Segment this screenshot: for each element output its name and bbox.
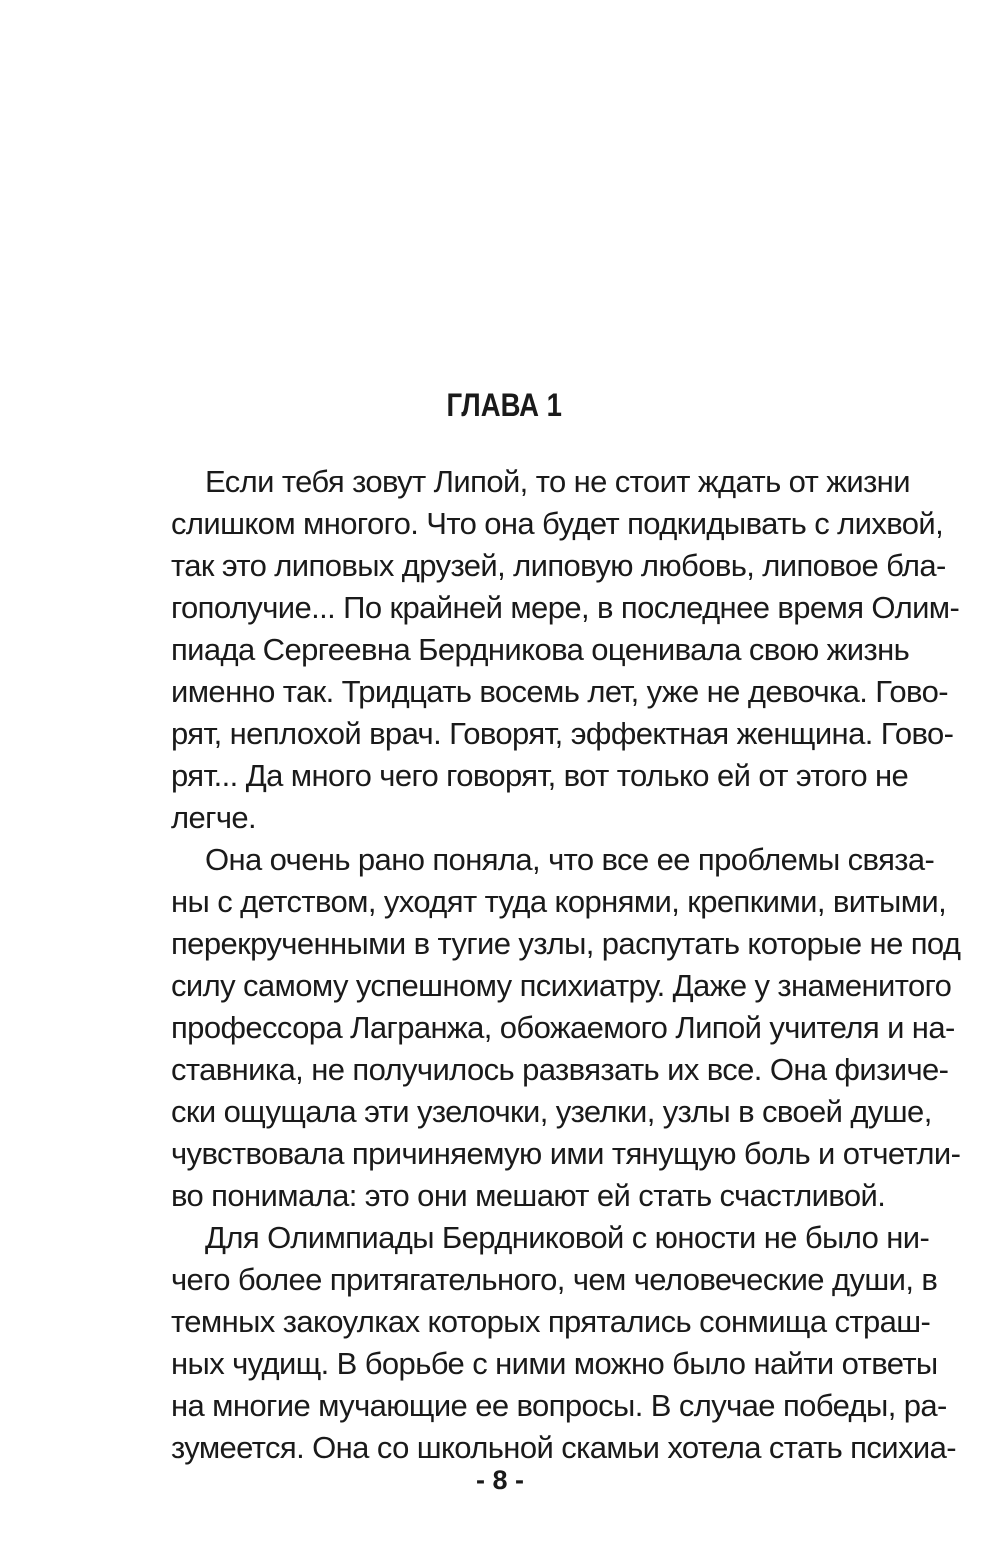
text-line: легче. [171, 800, 257, 835]
text-line: рят, неплохой врач. Говорят, эффектная женщина. Гово- [171, 716, 954, 751]
text-line: пиада Сергеевна Бердникова оценивала свою жизнь [171, 632, 910, 667]
text-line: Если тебя зовут Липой, то не стоит ждать от жизни [205, 464, 910, 499]
paragraph [171, 839, 961, 1217]
text-line: чувствовала причиняемую ими тянущую боль и отчетли- [171, 1136, 961, 1171]
text-line: чего более притягательного, чем человеческие души, в [171, 1262, 938, 1297]
text-line: рят... Да много чего говорят, вот только ей от этого не [171, 758, 909, 793]
page-number: - 8 - [475, 1465, 524, 1495]
text-line: на многие мучающие ее вопросы. В случае победы, ра- [171, 1388, 947, 1423]
text-line: зумеется. Она со школьной скамьи хотела стать психиа- [171, 1430, 956, 1465]
text-line: так это липовых друзей, липовую любовь, липовое бла- [171, 548, 946, 583]
text-line: Она очень рано поняла, что все ее проблемы связа- [205, 842, 935, 877]
text-line: ны с детством, уходят туда корнями, крепкими, витыми, [171, 884, 947, 919]
text-line: во понимала: это они мешают ей стать счастливой. [171, 1178, 886, 1213]
text-line: ных чудищ. В борьбе с ними можно было найти ответы [171, 1346, 938, 1381]
text-line: перекрученными в тугие узлы, распутать которые не под [171, 926, 961, 961]
text-line: слишком многого. Что она будет подкидывать с лихвой, [171, 506, 944, 541]
body-text [171, 461, 961, 1469]
text-line: гополучие... По крайней мере, в последнее время Олим- [171, 590, 960, 625]
chapter-title: ГЛАВА 1 [446, 387, 562, 423]
text-line: профессора Лагранжа, обожаемого Липой учителя и на- [171, 1010, 955, 1045]
paragraph [171, 461, 960, 839]
text-line: ски ощущала эти узелочки, узелки, узлы в своей душе, [171, 1094, 932, 1129]
paragraph [171, 1217, 956, 1469]
text-line: именно так. Тридцать восемь лет, уже не девочка. Гово- [171, 674, 948, 709]
text-line: силу самому успешному психиатру. Даже у знаменитого [171, 968, 952, 1003]
text-line: ставника, не получилось развязать их все. Она физиче- [171, 1052, 949, 1087]
text-line: темных закоулках которых прятались сонмища страш- [171, 1304, 931, 1339]
text-line: Для Олимпиады Бердниковой с юности не было ни- [205, 1220, 930, 1255]
